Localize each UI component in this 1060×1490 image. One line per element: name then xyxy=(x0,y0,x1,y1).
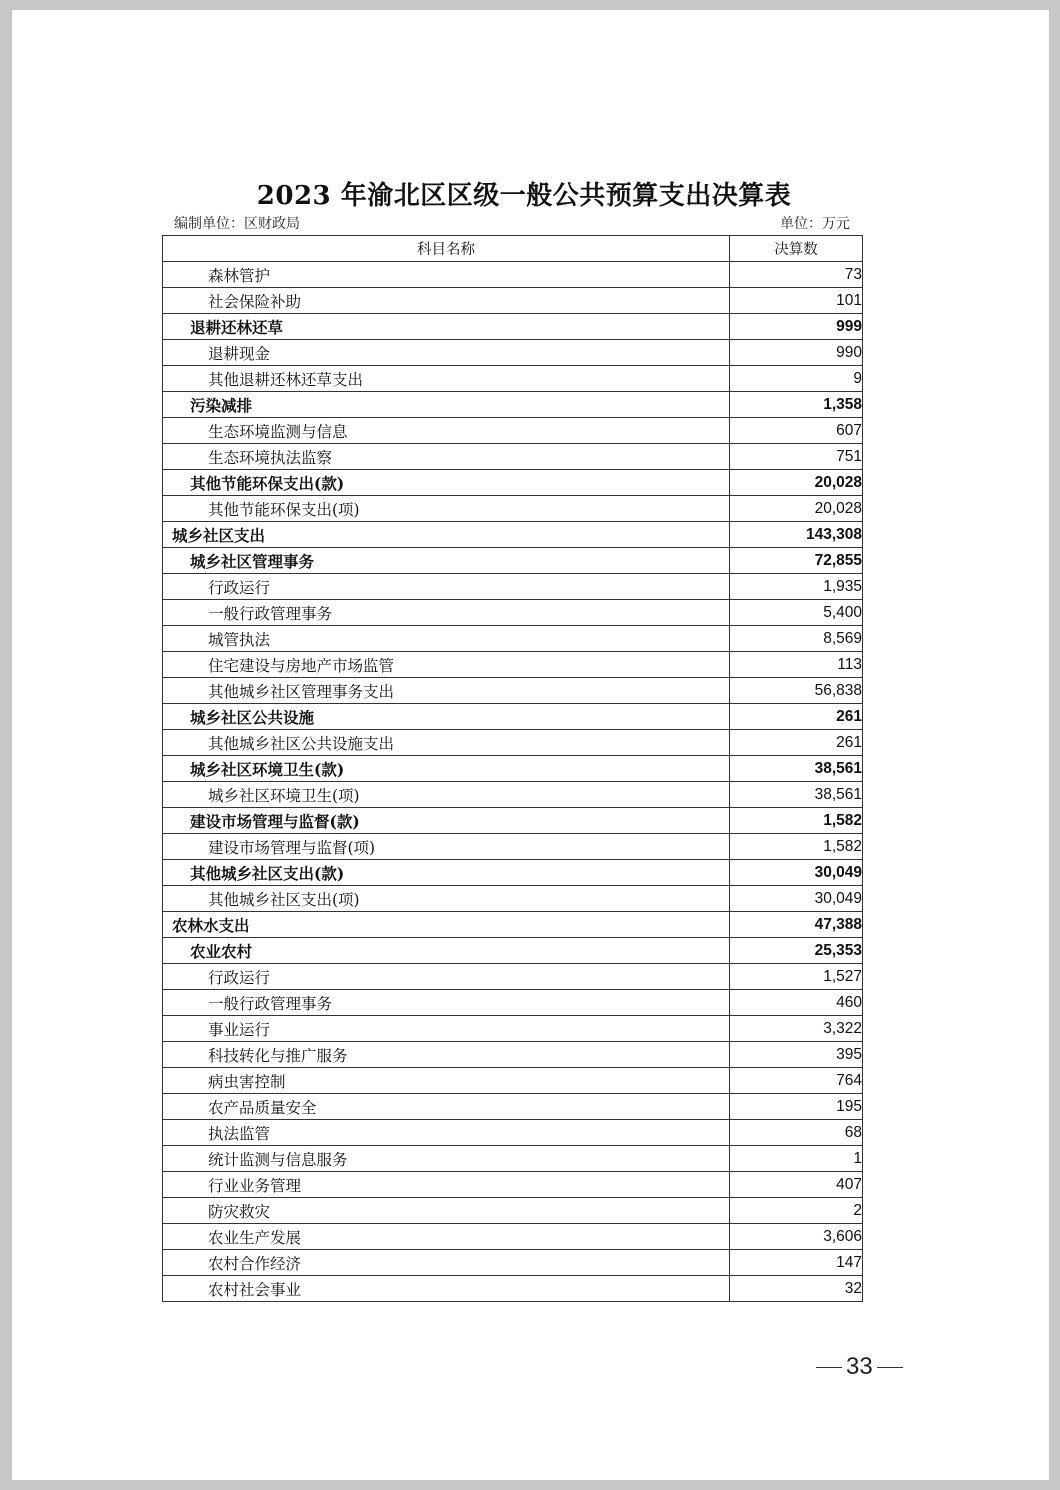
row-item-name: 一般行政管理事务 xyxy=(163,600,730,626)
table-row xyxy=(163,1172,863,1198)
table-row xyxy=(163,808,863,834)
page-number xyxy=(812,1353,907,1381)
row-item-value: 460 xyxy=(730,990,863,1016)
row-item-name: 一般行政管理事务 xyxy=(163,990,730,1016)
row-item-value: 38,561 xyxy=(730,756,863,782)
table-row xyxy=(163,444,863,470)
budget-table xyxy=(162,235,863,1302)
row-item-name: 其他节能环保支出(项) xyxy=(163,496,730,522)
document-page xyxy=(12,10,1049,1480)
row-item-value: 30,049 xyxy=(730,886,863,912)
unit-label: 单位：万元 xyxy=(780,216,850,232)
table-row xyxy=(163,1146,863,1172)
row-item-value: 25,353 xyxy=(730,938,863,964)
compiler-label: 编制单位：区财政局 xyxy=(174,216,300,232)
row-item-value: 8,569 xyxy=(730,626,863,652)
row-item-name: 病虫害控制 xyxy=(163,1068,730,1094)
row-item-value: 1,527 xyxy=(730,964,863,990)
column-header-value: 决算数 xyxy=(730,236,863,262)
row-item-value: 3,322 xyxy=(730,1016,863,1042)
row-item-name: 农业生产发展 xyxy=(163,1224,730,1250)
table-row xyxy=(163,392,863,418)
row-item-value: 999 xyxy=(730,314,863,340)
row-item-value: 3,606 xyxy=(730,1224,863,1250)
row-item-value: 20,028 xyxy=(730,496,863,522)
row-item-value: 72,855 xyxy=(730,548,863,574)
row-item-value: 113 xyxy=(730,652,863,678)
table-row xyxy=(163,886,863,912)
table-row xyxy=(163,834,863,860)
table-row xyxy=(163,1250,863,1276)
row-item-name: 农村社会事业 xyxy=(163,1276,730,1302)
row-item-name: 农村合作经济 xyxy=(163,1250,730,1276)
table-row xyxy=(163,522,863,548)
table-row xyxy=(163,262,863,288)
table-row xyxy=(163,704,863,730)
row-item-name: 事业运行 xyxy=(163,1016,730,1042)
table-row xyxy=(163,1094,863,1120)
row-item-name: 建设市场管理与监督(款) xyxy=(163,808,730,834)
row-item-name: 城乡社区环境卫生(项) xyxy=(163,782,730,808)
row-item-value: 990 xyxy=(730,340,863,366)
row-item-value: 261 xyxy=(730,704,863,730)
row-item-value: 38,561 xyxy=(730,782,863,808)
row-item-name: 农业农村 xyxy=(163,938,730,964)
row-item-name: 行业业务管理 xyxy=(163,1172,730,1198)
row-item-value: 261 xyxy=(730,730,863,756)
row-item-value: 9 xyxy=(730,366,863,392)
column-header-name: 科目名称 xyxy=(163,236,730,262)
row-item-value: 395 xyxy=(730,1042,863,1068)
row-item-name: 行政运行 xyxy=(163,964,730,990)
page-number-text: 33 xyxy=(846,1353,873,1380)
table-row xyxy=(163,626,863,652)
row-item-name: 城管执法 xyxy=(163,626,730,652)
row-item-value: 73 xyxy=(730,262,863,288)
table-row xyxy=(163,366,863,392)
row-item-value: 68 xyxy=(730,1120,863,1146)
row-item-name: 生态环境监测与信息 xyxy=(163,418,730,444)
table-row xyxy=(163,730,863,756)
row-item-name: 住宅建设与房地产市场监管 xyxy=(163,652,730,678)
row-item-name: 农产品质量安全 xyxy=(163,1094,730,1120)
row-item-value: 32 xyxy=(730,1276,863,1302)
row-item-value: 607 xyxy=(730,418,863,444)
row-item-value: 407 xyxy=(730,1172,863,1198)
page-number-dash-right xyxy=(877,1367,903,1368)
row-item-name: 科技转化与推广服务 xyxy=(163,1042,730,1068)
row-item-name: 城乡社区公共设施 xyxy=(163,704,730,730)
table-row xyxy=(163,756,863,782)
table-row xyxy=(163,652,863,678)
table-row xyxy=(163,1068,863,1094)
row-item-name: 行政运行 xyxy=(163,574,730,600)
table-row xyxy=(163,1042,863,1068)
table-row xyxy=(163,964,863,990)
row-item-name: 统计监测与信息服务 xyxy=(163,1146,730,1172)
row-item-name: 城乡社区环境卫生(款) xyxy=(163,756,730,782)
row-item-name: 其他节能环保支出(款) xyxy=(163,470,730,496)
row-item-name: 建设市场管理与监督(项) xyxy=(163,834,730,860)
page-number-dash-left xyxy=(816,1367,842,1368)
row-item-value: 764 xyxy=(730,1068,863,1094)
table-row xyxy=(163,782,863,808)
row-item-name: 城乡社区支出 xyxy=(163,522,730,548)
table-row xyxy=(163,496,863,522)
row-item-value: 195 xyxy=(730,1094,863,1120)
row-item-value: 30,049 xyxy=(730,860,863,886)
table-row xyxy=(163,548,863,574)
page-title: 2023 年渝北区区级一般公共预算支出决算表 xyxy=(256,181,792,211)
table-row xyxy=(163,600,863,626)
table-row xyxy=(163,574,863,600)
table-row xyxy=(163,1276,863,1302)
row-item-name: 其他城乡社区支出(款) xyxy=(163,860,730,886)
table-row xyxy=(163,470,863,496)
row-item-value: 751 xyxy=(730,444,863,470)
row-item-value: 1,935 xyxy=(730,574,863,600)
row-item-value: 1,582 xyxy=(730,808,863,834)
row-item-name: 生态环境执法监察 xyxy=(163,444,730,470)
row-item-name: 森林管护 xyxy=(163,262,730,288)
row-item-value: 5,400 xyxy=(730,600,863,626)
table-row xyxy=(163,288,863,314)
row-item-value: 2 xyxy=(730,1198,863,1224)
table-row xyxy=(163,1120,863,1146)
row-item-name: 退耕还林还草 xyxy=(163,314,730,340)
row-item-name: 其他城乡社区管理事务支出 xyxy=(163,678,730,704)
row-item-value: 143,308 xyxy=(730,522,863,548)
table-row xyxy=(163,340,863,366)
table-row xyxy=(163,990,863,1016)
row-item-value: 47,388 xyxy=(730,912,863,938)
table-row xyxy=(163,912,863,938)
row-item-value: 101 xyxy=(730,288,863,314)
row-item-name: 执法监管 xyxy=(163,1120,730,1146)
table-row xyxy=(163,1016,863,1042)
row-item-name: 防灾救灾 xyxy=(163,1198,730,1224)
table-row xyxy=(163,314,863,340)
table-header-row xyxy=(163,236,863,262)
row-item-value: 1,358 xyxy=(730,392,863,418)
row-item-name: 其他退耕还林还草支出 xyxy=(163,366,730,392)
row-item-name: 退耕现金 xyxy=(163,340,730,366)
row-item-name: 农林水支出 xyxy=(163,912,730,938)
table-row xyxy=(163,938,863,964)
row-item-name: 其他城乡社区支出(项) xyxy=(163,886,730,912)
row-item-value: 56,838 xyxy=(730,678,863,704)
table-row xyxy=(163,418,863,444)
table-row xyxy=(163,860,863,886)
row-item-name: 其他城乡社区公共设施支出 xyxy=(163,730,730,756)
table-row xyxy=(163,1198,863,1224)
table-row xyxy=(163,678,863,704)
row-item-name: 污染减排 xyxy=(163,392,730,418)
row-item-name: 社会保险补助 xyxy=(163,288,730,314)
row-item-value: 147 xyxy=(730,1250,863,1276)
row-item-value: 1 xyxy=(730,1146,863,1172)
table-row xyxy=(163,1224,863,1250)
row-item-value: 1,582 xyxy=(730,834,863,860)
row-item-name: 城乡社区管理事务 xyxy=(163,548,730,574)
row-item-value: 20,028 xyxy=(730,470,863,496)
